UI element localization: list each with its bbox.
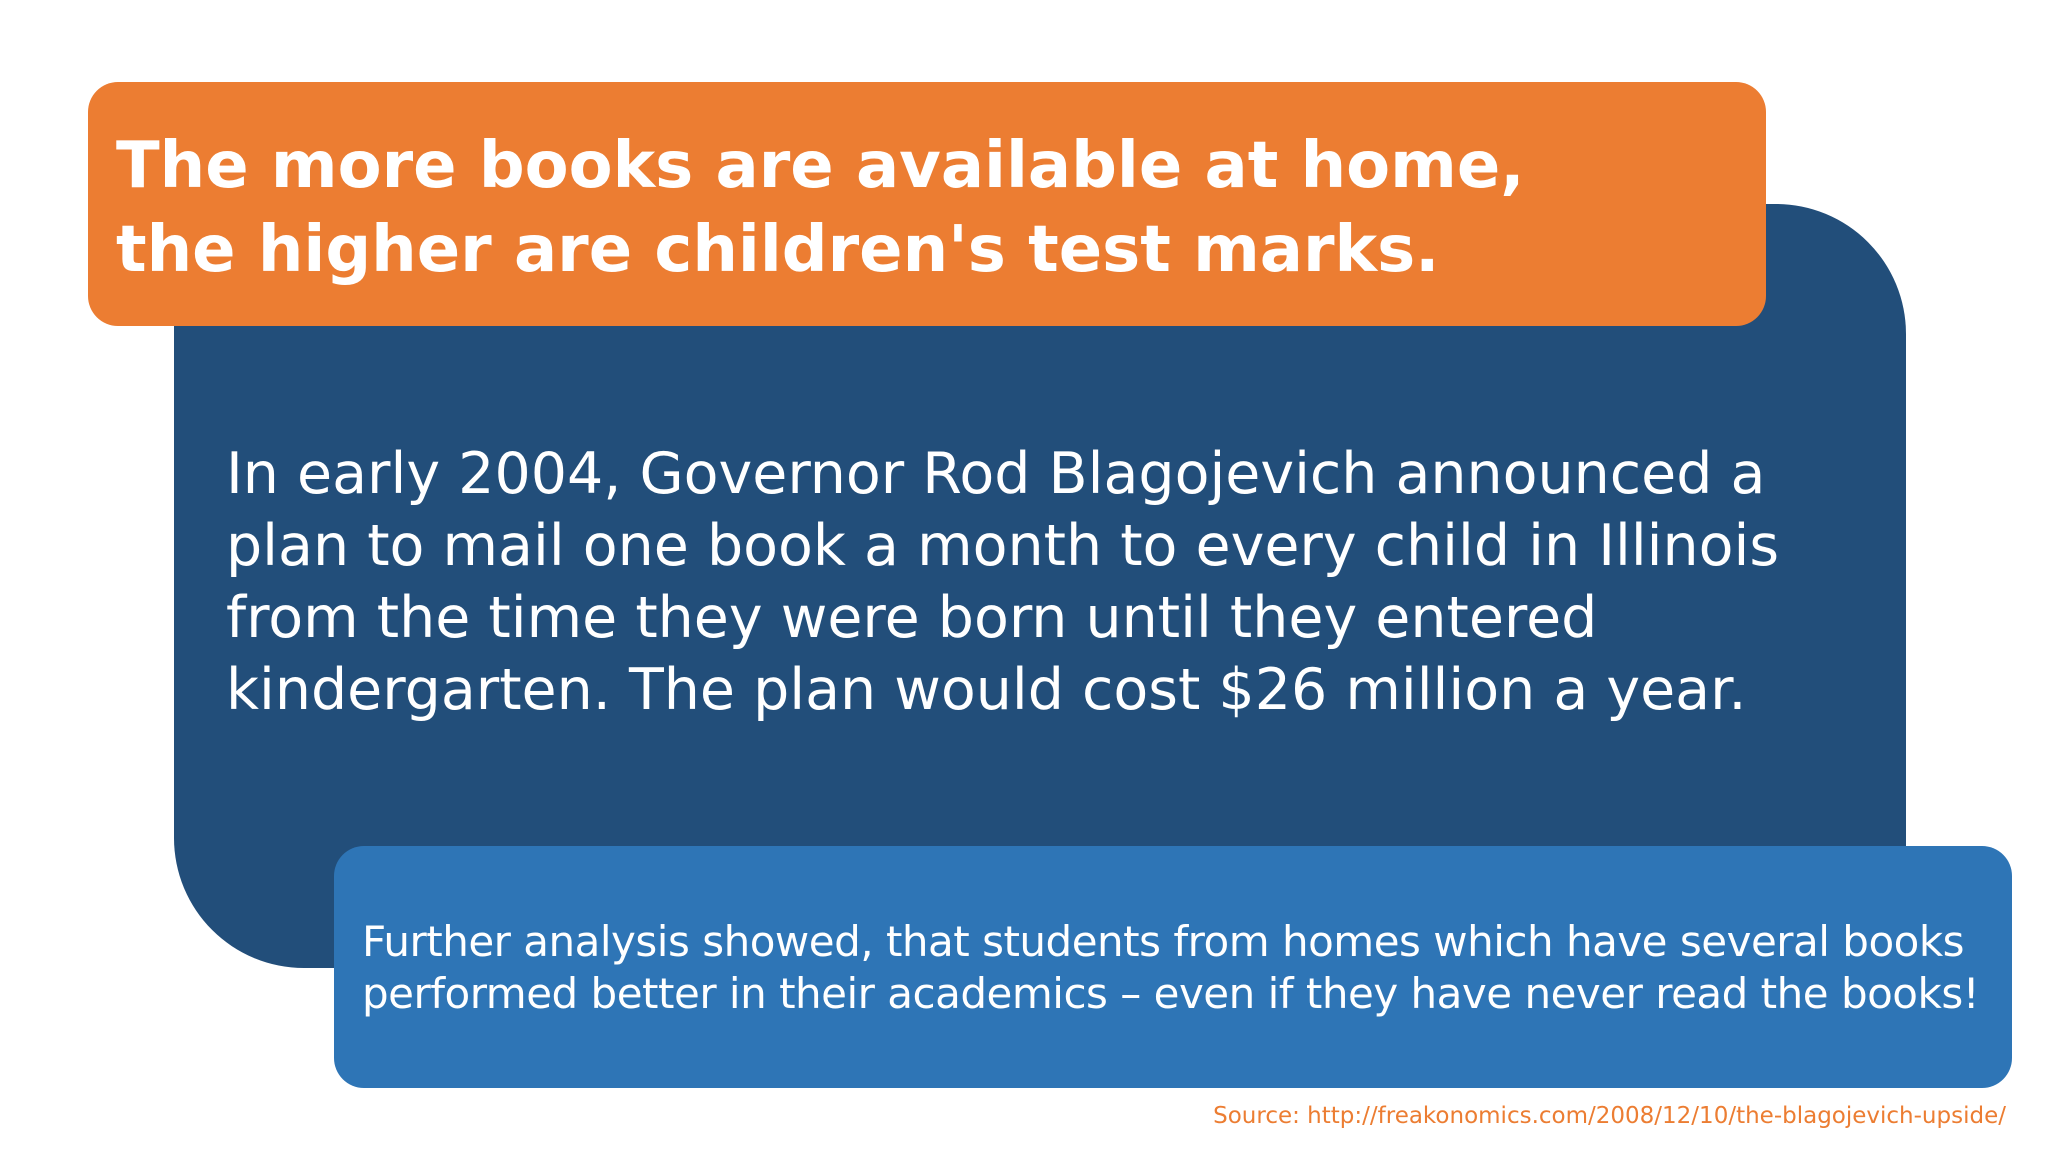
story-line-1: In early 2004, Governor Rod Blagojevich announced a <box>226 441 1766 507</box>
story-text <box>226 438 1866 726</box>
headline-line-1: The more books are available at home, <box>116 129 1525 203</box>
headline-banner <box>88 82 1766 326</box>
headline-line-2: the higher are children's test marks. <box>116 213 1440 287</box>
story-line-3: from the time they were born until they entered <box>226 585 1598 651</box>
story-line-4: kindergarten. The plan would cost $26 million a year. <box>226 657 1747 723</box>
story-line-2: plan to mail one book a month to every child in Illinois <box>226 513 1780 579</box>
source-citation: Source: http://freakonomics.com/2008/12/10/the-blagojevich-upside/ <box>1213 1103 2006 1129</box>
analysis-note-box <box>334 846 2012 1088</box>
analysis-note-line-2: performed better in their academics – even if they have never read the books! <box>362 969 1980 1018</box>
analysis-note-line-1: Further analysis showed, that students from homes which have several books <box>362 917 1965 966</box>
